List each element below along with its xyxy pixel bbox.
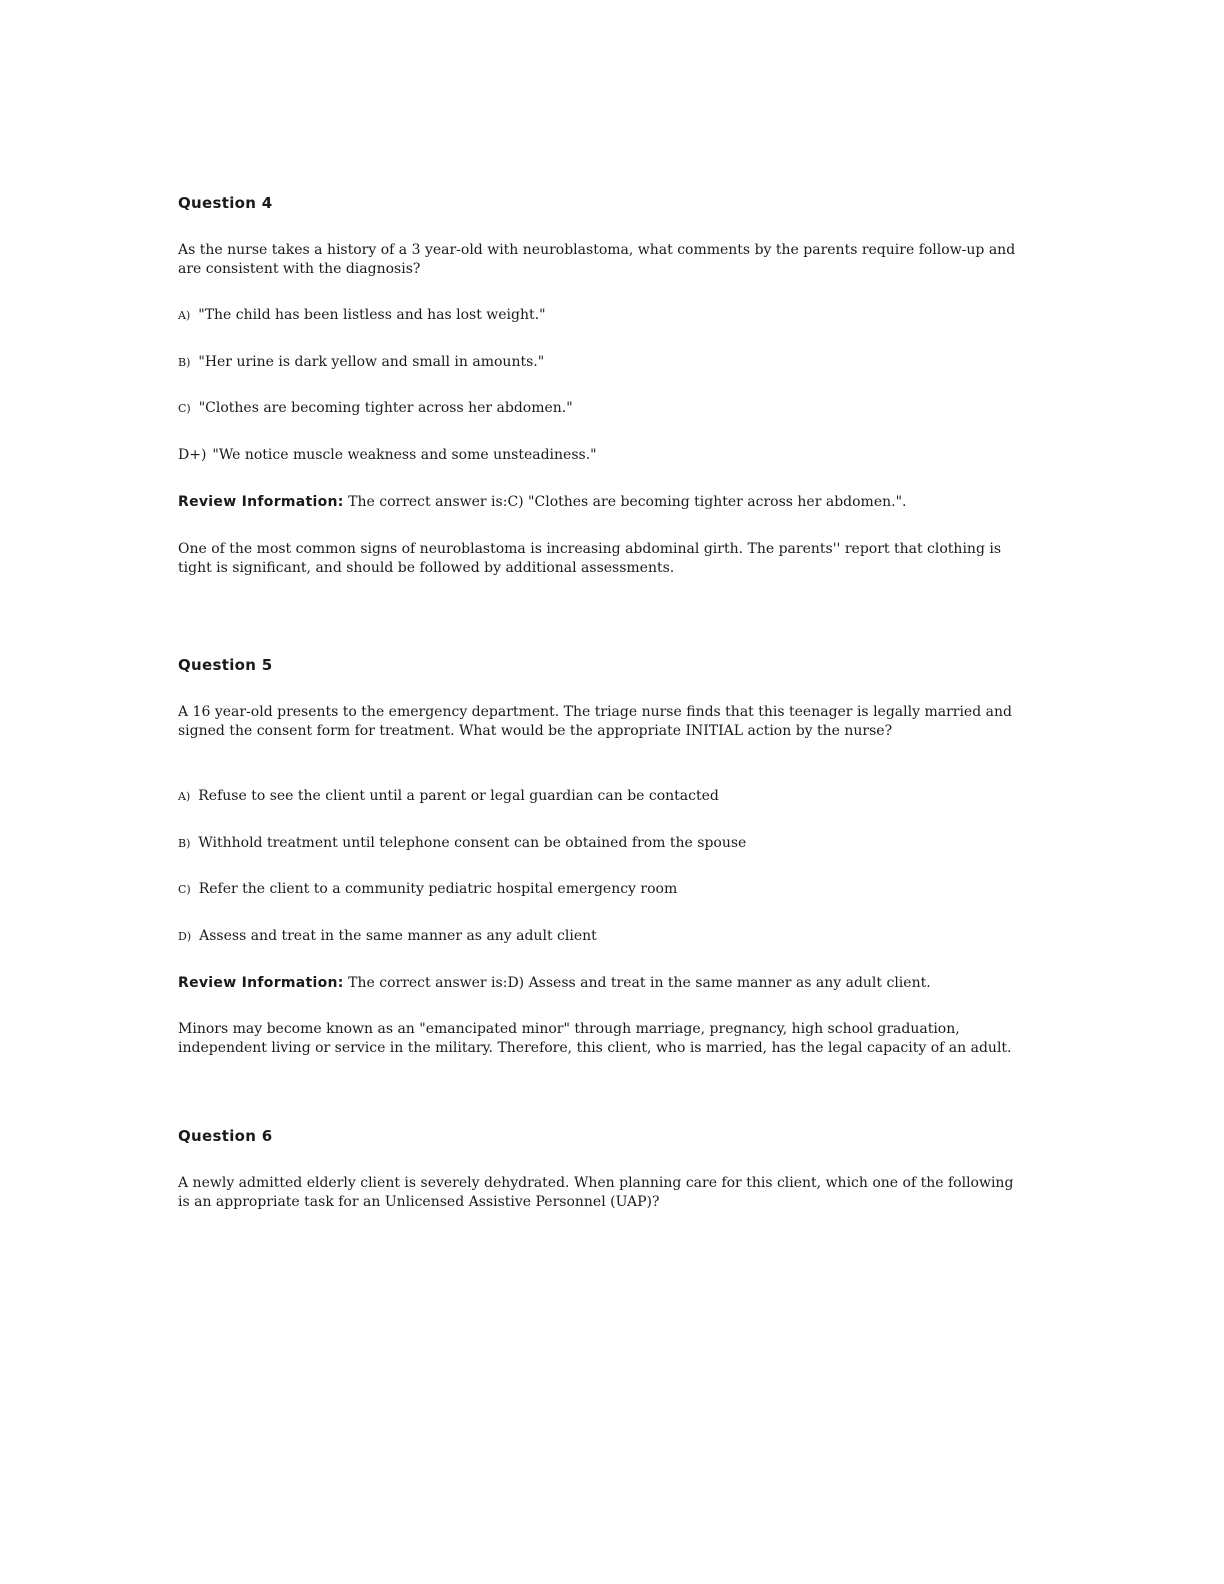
option-b [178, 834, 746, 853]
option-letter: B) [178, 356, 191, 369]
question-stem: A 16 year-old presents to the emergency department. The triage nurse finds that this teenager is legally married and signed the consent form for treatment. What would be the appropriate INITIAL action by the nurse? [178, 704, 1012, 739]
option-letter: A) [178, 309, 191, 322]
review-answer: The correct answer is:C) "Clothes are becoming tighter across her abdomen.". [343, 494, 907, 510]
explanation: Minors may become known as an "emancipated minor" through marriage, pregnancy, high school graduation, independent living or service in the military. Therefore, this client, who is married, has the legal capacity of an adult. [178, 1021, 1012, 1056]
review-label: Review Information: [178, 975, 344, 991]
question-stem: As the nurse takes a history of a 3 year-old with neuroblastoma, what comments by the parents require follow-up and are consistent with the diagnosis? [178, 242, 1016, 277]
option-letter: C) [178, 883, 191, 896]
option-text: Withhold treatment until telephone consent can be obtained from the spouse [198, 835, 747, 851]
option-text: Refuse to see the client until a parent or legal guardian can be contacted [198, 788, 719, 804]
option-b [178, 353, 544, 372]
question-title: Question 6 [178, 1127, 273, 1145]
option-d [178, 446, 597, 465]
option-text: "Her urine is dark yellow and small in amounts." [198, 354, 545, 370]
review-label: Review Information: [178, 494, 344, 510]
explanation: One of the most common signs of neuroblastoma is increasing abdominal girth. The parents'' report that clothing is tight is significant, and should be followed by additional assessments. [178, 541, 1002, 576]
option-text: Assess and treat in the same manner as any adult client [199, 928, 597, 944]
review-information [178, 493, 906, 512]
option-d [178, 927, 597, 946]
option-letter: D+) [178, 447, 207, 463]
review-information [178, 974, 931, 993]
question-4 [178, 194, 1038, 576]
option-letter: D) [178, 930, 192, 943]
question-6 [178, 1127, 1038, 1210]
option-text: Refer the client to a community pediatric hospital emergency room [198, 881, 678, 897]
option-a [178, 787, 719, 806]
option-letter: B) [178, 837, 191, 850]
question-title: Question 4 [178, 194, 273, 212]
option-letter: A) [178, 790, 191, 803]
option-c [178, 399, 573, 418]
option-text: "The child has been listless and has lost weight." [198, 307, 546, 323]
question-5 [178, 656, 1038, 1056]
question-stem: A newly admitted elderly client is severely dehydrated. When planning care for this client, which one of the following is an appropriate task for an Unlicensed Assistive Personnel (UAP)? [178, 1175, 1014, 1210]
option-c [178, 880, 677, 899]
option-text: "We notice muscle weakness and some unsteadiness." [212, 447, 597, 463]
option-letter: C) [178, 402, 191, 415]
review-answer: The correct answer is:D) Assess and treat in the same manner as any adult client. [343, 975, 931, 991]
option-a [178, 306, 546, 325]
option-text: "Clothes are becoming tighter across her abdomen." [198, 400, 573, 416]
question-title: Question 5 [178, 656, 273, 674]
